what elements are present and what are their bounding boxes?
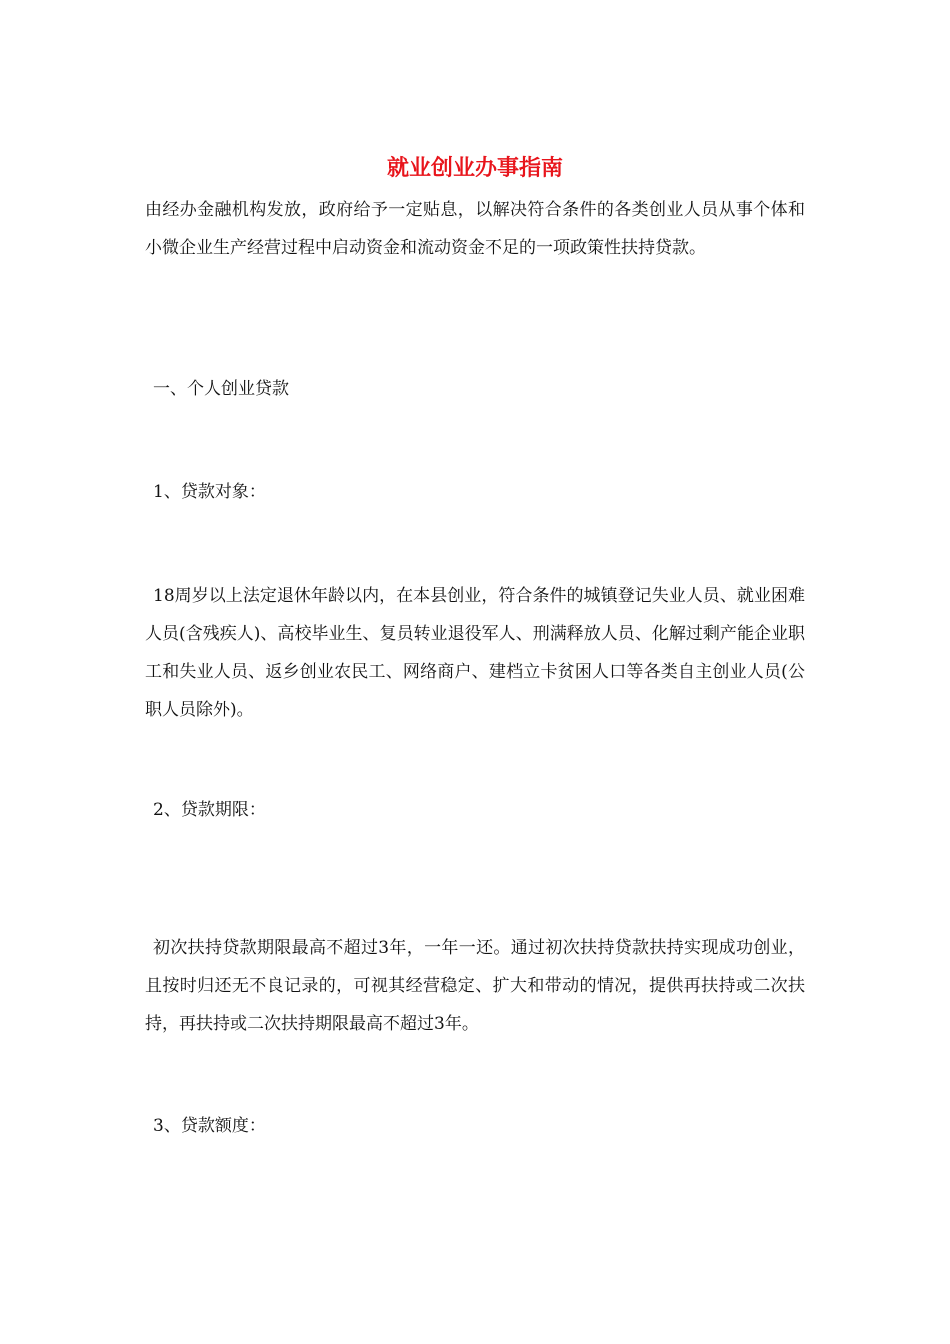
item-heading-loan-term: 2、贷款期限： (153, 800, 266, 820)
intro-paragraph: 由经办金融机构发放，政府给予一定贴息，以解决符合条件的各类创业人员从事个体和小微企业生产经营过程中启动资金和流动资金不足的一项政策性扶持贷款。 (145, 200, 805, 258)
item-heading-loan-amount: 3、贷款额度： (153, 1116, 266, 1136)
document-title: 就业创业办事指南 (386, 155, 563, 181)
item-heading-loan-target: 1、贷款对象： (153, 482, 266, 502)
item-body-loan-term: 初次扶持贷款期限最高不超过3年，一年一还。通过初次扶持贷款扶持实现成功创业，且按时归还无不良记录的，可视其经营稳定、扩大和带动的情况，提供再扶持或二次扶持，再扶持或二次扶持期限最高不超过3年。 (145, 938, 805, 1034)
section-heading-personal-loan: 一、个人创业贷款 (153, 379, 289, 399)
item-body-loan-target: 18周岁以上法定退休年龄以内，在本县创业，符合条件的城镇登记失业人员、就业困难人员(含残疾人)、高校毕业生、复员转业退役军人、刑满释放人员、化解过剩产能企业职工和失业人员、返乡创业农民工、网络商户、建档立卡贫困人口等各类自主创业人员(公职人员除外)。 (145, 586, 805, 720)
